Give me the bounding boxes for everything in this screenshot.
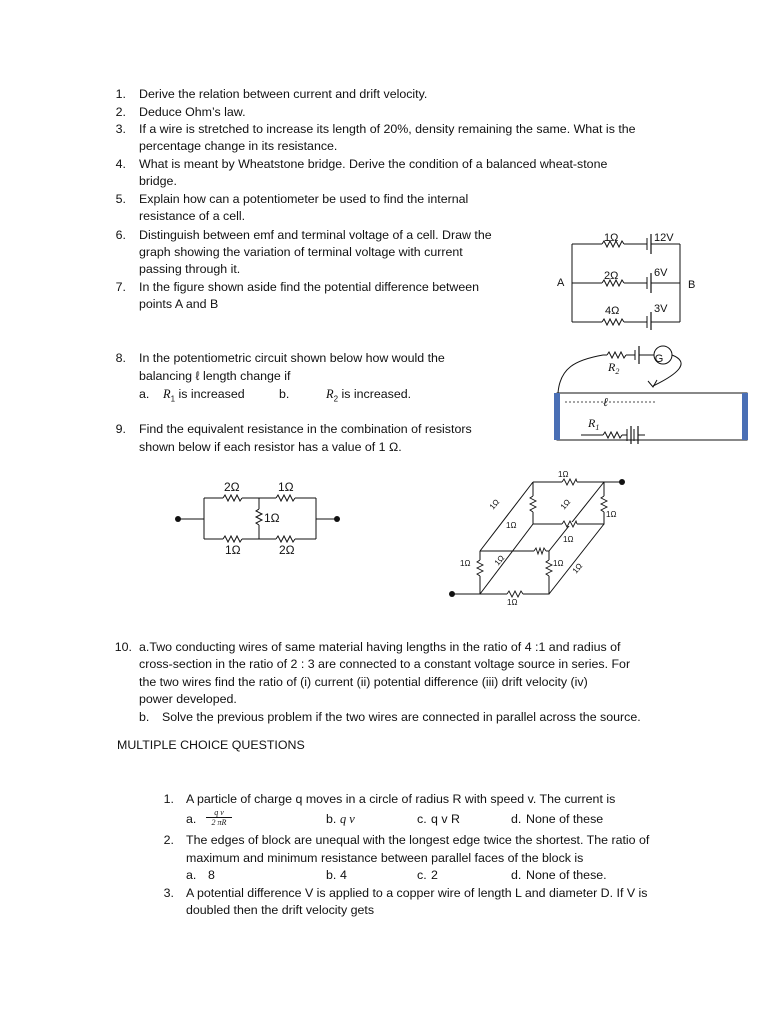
question-text: What is meant by Wheatstone bridge. Derive the condition of a balanced wheat-stone <box>139 157 608 171</box>
option-label: c. <box>417 868 427 882</box>
balancing-length-label: ℓ <box>603 395 608 409</box>
option-b: $R_2$ is increased. <box>326 387 412 404</box>
mcq-text: The edges of block are unequal with the longest edge twice the shortest. The ratio of <box>186 833 650 847</box>
question-text: percentage change in its resistance. <box>139 139 338 153</box>
resistor-label: 1Ω <box>558 470 569 479</box>
figure-q9-cube <box>446 466 636 611</box>
question-text: resistance of a cell. <box>139 209 246 223</box>
mcq-number: 3. <box>163 886 174 900</box>
question-number: 4. <box>115 157 126 171</box>
resistor-label: 1Ω <box>558 497 573 512</box>
mcq-heading: MULTIPLE CHOICE QUESTIONS <box>117 738 305 752</box>
question-text: Distinguish between emf and terminal voltage of a cell. Draw the <box>139 228 492 242</box>
question-text: a.Two conducting wires of same material having lengths in the ratio of 4 :1 and radius of <box>139 640 621 654</box>
resistor-label: 1Ω <box>604 232 619 244</box>
resistor-label: 1Ω <box>553 559 564 568</box>
option-text: 2 <box>431 868 438 882</box>
point-a-label: A <box>557 277 565 289</box>
question-text: In the potentiometric circuit shown below how would the <box>139 351 445 365</box>
question-text: Solve the previous problem if the two wires are connected in parallel across the source. <box>162 710 641 724</box>
resistor-label: 1Ω <box>264 511 280 525</box>
option-text: 8 <box>208 868 215 882</box>
question-number: 6. <box>115 228 126 242</box>
option-label: b. <box>326 868 337 882</box>
option-text: q v <box>340 812 355 826</box>
question-text: Find the equivalent resistance in the combination of resistors <box>139 422 472 436</box>
mcq-number: 1. <box>163 792 174 806</box>
point-b-label: B <box>688 279 696 291</box>
option-a: $R_1$ is increased <box>163 387 245 404</box>
figure-q8-potentiometer <box>545 340 760 444</box>
mcq-text: maximum and minimum resistance between parallel faces of the block is <box>186 851 584 865</box>
question-text: the two wires find the ratio of (i) current (ii) potential difference (iii) drift velocity (iv) <box>139 675 588 689</box>
mcq-text: doubled then the drift velocity gets <box>186 903 375 917</box>
question-number: 5. <box>115 192 126 206</box>
resistor-label: 2Ω <box>604 270 619 282</box>
resistor-r1-label: $R_1$ <box>588 416 600 432</box>
question-text: Derive the relation between current and drift velocity. <box>139 87 428 101</box>
resistor-r2-label: $R_2$ <box>608 360 620 376</box>
mcq-text: A particle of charge q moves in a circle of radius R with speed v. The current is <box>186 792 616 806</box>
question-text: shown below if each resistor has a value of 1 Ω. <box>139 440 402 454</box>
galvanometer-label: G <box>654 353 664 365</box>
question-text: In the figure shown aside find the potential difference between <box>139 280 480 294</box>
question-number: 1. <box>115 87 126 101</box>
resistor-label: 4Ω <box>605 305 620 317</box>
question-number: 10. <box>114 640 132 654</box>
option-label: c. <box>417 812 427 826</box>
resistor-label: 1Ω <box>225 543 241 557</box>
question-number: 9. <box>115 422 126 436</box>
option-label: d. <box>511 812 522 826</box>
option-text: None of these. <box>526 868 607 882</box>
mcq-number: 2. <box>163 833 174 847</box>
option-label: a. <box>186 868 197 882</box>
emf-label: 6V <box>654 267 668 279</box>
option-label: b. <box>279 387 290 401</box>
fraction-option: q v 2 πR <box>206 808 232 827</box>
option-label: a. <box>139 387 150 401</box>
question-text: cross-section in the ratio of 2 : 3 are connected to a constant voltage source in series. For <box>139 657 631 671</box>
question-text: Explain how can a potentiometer be used to find the internal <box>139 192 469 206</box>
emf-label: 3V <box>654 303 668 315</box>
question-text: Deduce Ohm’s law. <box>139 105 246 119</box>
option-text: None of these <box>526 812 604 826</box>
resistor-label: 2Ω <box>279 543 295 557</box>
resistor-label: 2Ω <box>224 480 240 494</box>
question-text: points A and B <box>139 297 219 311</box>
option-label: a. <box>186 812 197 826</box>
resistor-label: 1Ω <box>563 535 574 544</box>
figure-q7-circuit <box>550 226 710 330</box>
option-text: 4 <box>340 868 347 882</box>
question-text: power developed. <box>139 692 237 706</box>
question-text: bridge. <box>139 174 177 188</box>
resistor-label: 1Ω <box>487 497 502 512</box>
figure-q9-network <box>170 476 350 558</box>
question-text: balancing ℓ length change if <box>139 369 291 383</box>
resistor-label: 1Ω <box>506 521 517 530</box>
option-label: b. <box>139 710 150 724</box>
question-text: passing through it. <box>139 262 241 276</box>
option-text: q v R <box>431 812 460 826</box>
question-text: If a wire is stretched to increase its length of 20%, density remaining the same. What is the <box>139 122 636 136</box>
question-text: graph showing the variation of terminal voltage with current <box>139 245 463 259</box>
resistor-label: 1Ω <box>278 480 294 494</box>
question-number: 3. <box>115 122 126 136</box>
emf-label: 12V <box>654 232 674 244</box>
question-number: 2. <box>115 105 126 119</box>
resistor-label: 1Ω <box>606 510 617 519</box>
question-number: 7. <box>115 280 126 294</box>
option-label: b. <box>326 812 337 826</box>
resistor-label: 1Ω <box>507 598 518 607</box>
mcq-text: A potential difference V is applied to a copper wire of length L and diameter D. If V is <box>186 886 648 900</box>
question-number: 8. <box>115 351 126 365</box>
option-label: d. <box>511 868 522 882</box>
resistor-label: 1Ω <box>492 553 507 568</box>
resistor-label: 1Ω <box>570 561 585 576</box>
resistor-label: 1Ω <box>460 559 471 568</box>
